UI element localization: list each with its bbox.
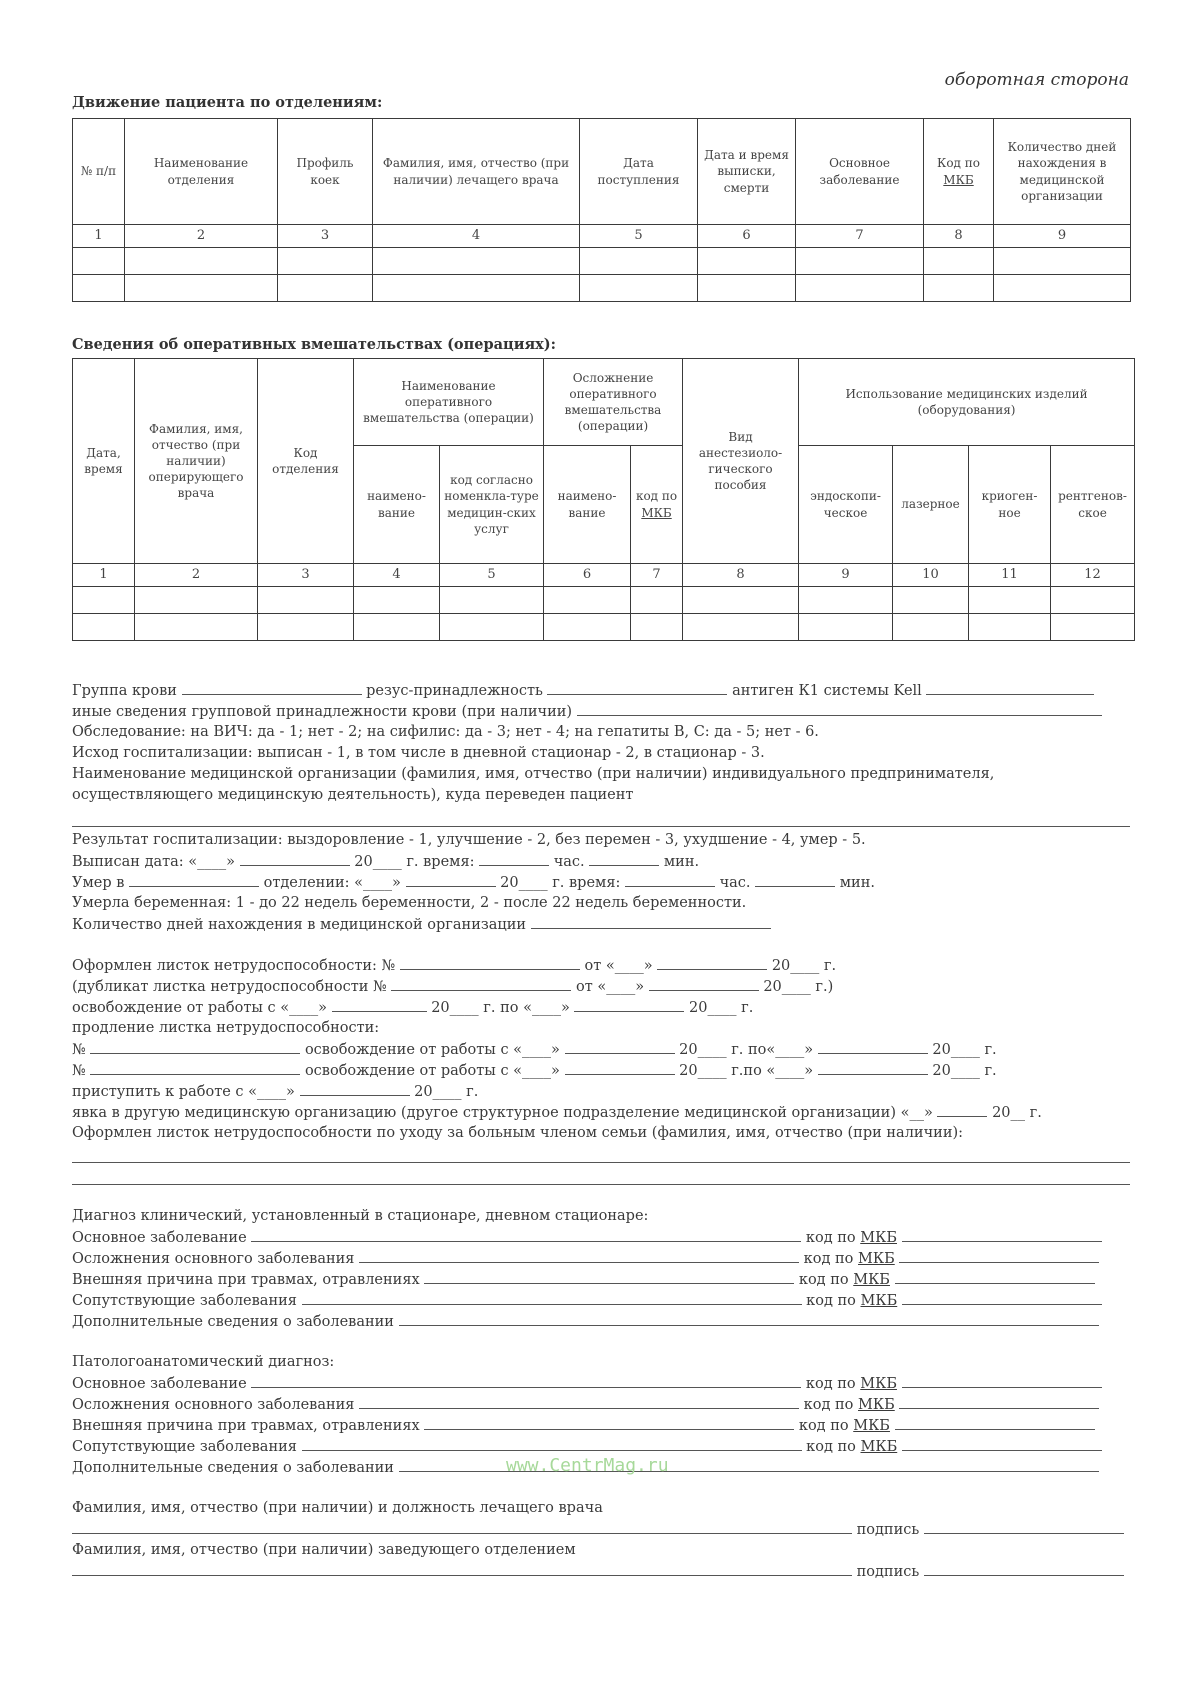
col-group-header: Наименование оперативного вмешательства (операции) xyxy=(354,359,544,446)
return-date-field[interactable] xyxy=(300,1081,410,1096)
year-label: 20____ xyxy=(689,1000,737,1016)
col-header: Дата и время выписки, смерти xyxy=(698,119,796,225)
empty-cell[interactable] xyxy=(125,275,278,302)
watermark: www.CentrMag.ru xyxy=(506,1455,669,1476)
empty-cell[interactable] xyxy=(631,587,683,614)
col-header: наимено-вание xyxy=(354,446,440,564)
release-label: освобождение от работы с «____» xyxy=(72,1000,327,1016)
col-number: 3 xyxy=(278,225,373,248)
hour-label: час. xyxy=(553,854,585,870)
discharged-month-field[interactable] xyxy=(240,851,350,866)
clinical-row-field[interactable] xyxy=(359,1248,799,1263)
from-label: от «____» xyxy=(584,958,653,974)
movement-table xyxy=(72,118,1131,302)
empty-cell[interactable] xyxy=(354,614,440,641)
year-label: 20____ xyxy=(679,1042,727,1058)
clinical-row-field[interactable] xyxy=(251,1227,801,1242)
g-label: г. xyxy=(823,958,837,974)
mkb-link: МКБ xyxy=(853,1272,890,1288)
return-to-work-line xyxy=(72,1081,1130,1103)
pathology-row-label: Основное заболевание xyxy=(72,1376,247,1392)
pathology-row-field[interactable] xyxy=(251,1373,801,1388)
movement-number-row xyxy=(73,225,1131,248)
pathology-row-field[interactable] xyxy=(359,1394,799,1409)
col-header: наимено-вание xyxy=(544,446,631,564)
clinical-row-label: Осложнения основного заболевания xyxy=(72,1251,355,1267)
release-label: освобождение от работы с «____» xyxy=(304,1063,560,1079)
year-label: 20____ xyxy=(771,958,820,974)
empty-cell[interactable] xyxy=(796,275,924,302)
empty-cell[interactable] xyxy=(580,275,698,302)
died-dept-label: отделении: «____» xyxy=(263,875,401,891)
operations-table xyxy=(72,358,1135,641)
code-label: код по xyxy=(805,1376,856,1392)
clinical-extra-row xyxy=(72,1311,1130,1333)
died-line xyxy=(72,872,1130,894)
col-number: 5 xyxy=(580,225,698,248)
code-label: код по xyxy=(806,1439,856,1455)
empty-cell[interactable] xyxy=(278,248,373,275)
mkb-link: МКБ xyxy=(860,1293,898,1309)
col-number: 1 xyxy=(73,225,125,248)
empty-cell[interactable] xyxy=(373,275,580,302)
head-line: Фамилия, имя, отчество (при наличии) заведующего отделением xyxy=(72,1542,576,1558)
empty-cell[interactable] xyxy=(135,614,258,641)
died-month-field[interactable] xyxy=(406,872,496,887)
rhesus-field[interactable] xyxy=(547,680,727,695)
empty-cell[interactable] xyxy=(278,275,373,302)
empty-cell[interactable] xyxy=(799,614,893,641)
empty-cell[interactable] xyxy=(994,248,1131,275)
empty-cell[interactable] xyxy=(125,248,278,275)
minute-field[interactable] xyxy=(755,872,835,887)
col-number: 6 xyxy=(698,225,796,248)
mkb-link: МКБ xyxy=(858,1251,895,1267)
col-number: 7 xyxy=(796,225,924,248)
operations-title: Сведения об оперативных вмешательствах (операциях): xyxy=(72,336,557,353)
time-label: г. время: xyxy=(406,854,475,870)
col-number: 4 xyxy=(354,564,440,587)
code-label: код по xyxy=(805,1230,856,1246)
extension-row-2 xyxy=(72,1060,1130,1082)
col-number: 1 xyxy=(73,564,135,587)
col-header: Наименование отделения xyxy=(125,119,278,225)
sick-leave-line xyxy=(72,955,1130,977)
visit-month-field[interactable] xyxy=(937,1102,987,1117)
col-number: 10 xyxy=(893,564,969,587)
empty-cell[interactable] xyxy=(73,614,135,641)
year-label: 20____ xyxy=(679,1063,727,1079)
clinical-title: Диагноз клинический, установленный в стационаре, дневном стационаре: xyxy=(72,1208,649,1224)
col-header: эндоскопи-ческое xyxy=(799,446,893,564)
hour-field[interactable] xyxy=(625,872,715,887)
clinical-row-field[interactable] xyxy=(424,1269,794,1284)
empty-cell[interactable] xyxy=(796,248,924,275)
col-number: 6 xyxy=(544,564,631,587)
clinical-row xyxy=(72,1269,1130,1291)
col-header: криоген-ное xyxy=(969,446,1051,564)
mkb-code-field[interactable] xyxy=(899,1248,1099,1263)
col-number: 4 xyxy=(373,225,580,248)
org-field[interactable] xyxy=(72,826,1130,827)
duplicate-number-field[interactable] xyxy=(391,976,571,991)
clinical-extra-label: Дополнительные сведения о заболевании xyxy=(72,1314,394,1330)
time-label: г. время: xyxy=(552,875,621,891)
table-row xyxy=(73,614,1135,641)
release-from-field[interactable] xyxy=(332,997,427,1012)
clinical-row-label: Внешняя причина при травмах, отравлениях xyxy=(72,1272,420,1288)
other-blood-field[interactable] xyxy=(577,701,1102,716)
col-header: рентгенов-ское xyxy=(1051,446,1135,564)
pathology-title: Патологоанатомический диагноз: xyxy=(72,1354,335,1370)
col-header: Количество дней нахождения в медицинской организации xyxy=(994,119,1131,225)
col-header: Профиль коек xyxy=(278,119,373,225)
org-line-1: Наименование медицинской организации (фамилия, имя, отчество (при наличии) индивидуального предпринимателя, xyxy=(72,766,995,782)
operations-number-row xyxy=(73,564,1135,587)
pathology-row xyxy=(72,1394,1130,1416)
blood-line xyxy=(72,680,1130,702)
mkb-code-field[interactable] xyxy=(902,1290,1102,1305)
mkb-code-field[interactable] xyxy=(902,1436,1102,1451)
col-header: Дата поступления xyxy=(580,119,698,225)
mkb-code-field[interactable] xyxy=(895,1269,1095,1284)
pathology-row xyxy=(72,1415,1130,1437)
empty-cell[interactable] xyxy=(354,587,440,614)
mkb-link: МКБ xyxy=(858,1397,895,1413)
mkb-link: МКБ xyxy=(641,505,672,520)
from-month-field[interactable] xyxy=(657,955,767,970)
mkb-link: МКБ xyxy=(860,1376,897,1392)
col-number: 12 xyxy=(1051,564,1135,587)
table-row xyxy=(73,275,1131,302)
pathology-row-field[interactable] xyxy=(424,1415,794,1430)
movement-title: Движение пациента по отделениям: xyxy=(72,94,383,111)
movement-header-row xyxy=(73,119,1131,225)
col-header: Фамилия, имя, отчество (при наличии) оперирующего врача xyxy=(135,359,258,564)
col-header: Дата, время xyxy=(73,359,135,564)
pathology-row-field[interactable] xyxy=(302,1436,802,1451)
empty-cell[interactable] xyxy=(893,587,969,614)
doctor-signature-field[interactable] xyxy=(924,1519,1124,1534)
col-header: Вид анестезиоло-гического пособия xyxy=(683,359,799,564)
care-field-2[interactable] xyxy=(72,1184,1130,1185)
release-to-field[interactable] xyxy=(818,1060,928,1075)
kell-label: антиген К1 системы Kell xyxy=(732,683,922,699)
code-label: код по xyxy=(798,1418,849,1434)
mkb-link: МКБ xyxy=(860,1230,897,1246)
hour-label: час. xyxy=(719,875,751,891)
col-number: 2 xyxy=(125,225,278,248)
doctor-signature-row xyxy=(72,1519,1130,1541)
empty-cell[interactable] xyxy=(258,614,354,641)
pathology-row-label: Сопутствующие заболевания xyxy=(72,1439,297,1455)
mkb-code-field[interactable] xyxy=(902,1373,1102,1388)
empty-cell[interactable] xyxy=(994,275,1131,302)
col-number: 9 xyxy=(994,225,1131,248)
minute-field[interactable] xyxy=(589,851,659,866)
table-row xyxy=(73,587,1135,614)
empty-cell[interactable] xyxy=(683,614,799,641)
signature-label: подпись xyxy=(856,1564,920,1580)
extension-number-field[interactable] xyxy=(90,1060,300,1075)
g-label: г. xyxy=(984,1042,997,1058)
release-line xyxy=(72,997,1130,1019)
col-header: Код отделения xyxy=(258,359,354,564)
minute-label: мин. xyxy=(839,875,875,891)
doctor-line: Фамилия, имя, отчество (при наличии) и должность лечащего врача xyxy=(72,1500,603,1516)
col-number: 8 xyxy=(683,564,799,587)
year-label: 20____ xyxy=(354,854,402,870)
outcome-line: Исход госпитализации: выписан - 1, в том числе в дневной стационар - 2, в стационар - 3. xyxy=(72,745,765,761)
year-label: 20____ xyxy=(500,875,548,891)
operations-header-row-1 xyxy=(73,359,1135,446)
clinical-row xyxy=(72,1227,1130,1249)
empty-cell[interactable] xyxy=(698,248,796,275)
col-number: 11 xyxy=(969,564,1051,587)
duplicate-label: (дубликат листка нетрудоспособности № xyxy=(72,979,387,995)
hour-field[interactable] xyxy=(479,851,549,866)
head-name-field[interactable] xyxy=(72,1561,852,1576)
minute-label: мин. xyxy=(663,854,700,870)
empty-cell[interactable] xyxy=(73,587,135,614)
release-to-label: г.по «____» xyxy=(731,1063,814,1079)
release-label: освобождение от работы с «____» xyxy=(304,1042,560,1058)
clinical-row xyxy=(72,1248,1130,1270)
clinical-row-field[interactable] xyxy=(302,1290,802,1305)
empty-cell[interactable] xyxy=(440,587,544,614)
year-label: 20____ xyxy=(414,1084,462,1100)
blood-group-label: Группа крови xyxy=(72,683,177,699)
from-label: от «____» xyxy=(575,979,645,995)
release-to-field[interactable] xyxy=(574,997,684,1012)
care-line: Оформлен листок нетрудоспособности по уходу за больным членом семьи (фамилия, имя, отчество (при наличии): xyxy=(72,1125,964,1141)
col-group-header: Осложнение оперативного вмешательства (операции) xyxy=(544,359,683,446)
visit-label: явка в другую медицинскую организацию (другое структурное подразделение медицинской организации) «__» xyxy=(72,1105,933,1121)
empty-cell[interactable] xyxy=(924,275,994,302)
release-to-label: г. по «____» xyxy=(483,1000,570,1016)
clinical-row xyxy=(72,1290,1130,1312)
pathology-extra-field[interactable] xyxy=(399,1457,1099,1472)
extension-row-1 xyxy=(72,1039,1130,1061)
year-label: 20____ xyxy=(431,1000,479,1016)
doctor-name-field[interactable] xyxy=(72,1519,852,1534)
empty-cell[interactable] xyxy=(73,248,125,275)
exam-line: Обследование: на ВИЧ: да - 1; нет - 2; на сифилис: да - 3; нет - 4; на гепатиты В, С: да - 5; нет - 6. xyxy=(72,724,819,740)
code-label: код по xyxy=(803,1397,854,1413)
clinical-row-label: Сопутствующие заболевания xyxy=(72,1293,297,1309)
empty-cell[interactable] xyxy=(924,248,994,275)
table-row xyxy=(73,248,1131,275)
code-label: код по xyxy=(803,1251,854,1267)
code-label: код по xyxy=(806,1293,856,1309)
empty-cell[interactable] xyxy=(440,614,544,641)
mkb-link: МКБ xyxy=(853,1418,890,1434)
year-label: 20____ xyxy=(932,1063,980,1079)
died-label: Умер в xyxy=(72,875,125,891)
extension-line: продление листка нетрудоспособности: xyxy=(72,1020,380,1036)
empty-cell[interactable] xyxy=(580,248,698,275)
discharged-line xyxy=(72,851,1130,873)
duplicate-line xyxy=(72,976,1130,998)
col-header: код согласно номенкла-туре медицин-ских услуг xyxy=(440,446,544,564)
empty-cell[interactable] xyxy=(373,248,580,275)
days-line xyxy=(72,914,1130,936)
mkb-code-field[interactable] xyxy=(899,1394,1099,1409)
empty-cell[interactable] xyxy=(1051,587,1135,614)
year-label: 20____ xyxy=(932,1042,980,1058)
col-header xyxy=(924,119,994,225)
kell-field[interactable] xyxy=(926,680,1094,695)
g-label: г. xyxy=(984,1063,997,1079)
mkb-link: МКБ xyxy=(943,172,974,187)
other-blood-line xyxy=(72,701,1130,723)
release-to-field[interactable] xyxy=(818,1039,928,1054)
number-label: № xyxy=(72,1042,86,1058)
result-line: Результат госпитализации: выздоровление - 1, улучшение - 2, без перемен - 3, ухудшение - 4, умер - 5. xyxy=(72,832,866,848)
code-label: код по xyxy=(798,1272,849,1288)
pathology-row xyxy=(72,1373,1130,1395)
pathology-extra-label: Дополнительные сведения о заболевании xyxy=(72,1460,394,1476)
col-header: лазерное xyxy=(893,446,969,564)
discharged-label: Выписан дата: «____» xyxy=(72,854,236,870)
died-dept-field[interactable] xyxy=(129,872,259,887)
sick-leave-label: Оформлен листок нетрудоспособности: № xyxy=(72,958,396,974)
blood-group-field[interactable] xyxy=(182,680,362,695)
col-number: 8 xyxy=(924,225,994,248)
col-header: № п/п xyxy=(73,119,125,225)
visit-year-label: 20__ г. xyxy=(992,1105,1042,1121)
from-month-field[interactable] xyxy=(649,976,759,991)
empty-cell[interactable] xyxy=(258,587,354,614)
col-number: 7 xyxy=(631,564,683,587)
empty-cell[interactable] xyxy=(799,587,893,614)
head-signature-field[interactable] xyxy=(924,1561,1124,1576)
col-header: Фамилия, имя, отчество (при наличии) лечащего врача xyxy=(373,119,580,225)
g-label: г. xyxy=(466,1084,479,1100)
col-number: 9 xyxy=(799,564,893,587)
head-signature-row xyxy=(72,1561,1130,1583)
days-field[interactable] xyxy=(531,914,771,929)
empty-cell[interactable] xyxy=(969,587,1051,614)
empty-cell[interactable] xyxy=(893,614,969,641)
mkb-code-field[interactable] xyxy=(895,1415,1095,1430)
signature-label: подпись xyxy=(856,1522,920,1538)
g-label: г.) xyxy=(815,979,834,995)
g-label: г. xyxy=(741,1000,754,1016)
empty-cell[interactable] xyxy=(698,275,796,302)
extension-number-field[interactable] xyxy=(90,1039,300,1054)
empty-cell[interactable] xyxy=(73,275,125,302)
clinical-row-label: Основное заболевание xyxy=(72,1230,247,1246)
sick-leave-number-field[interactable] xyxy=(400,955,580,970)
code-label: Код по xyxy=(937,156,980,171)
clinical-extra-field[interactable] xyxy=(399,1311,1099,1326)
visit-line xyxy=(72,1102,1130,1124)
col-group-header: Использование медицинских изделий (оборудования) xyxy=(799,359,1135,446)
empty-cell[interactable] xyxy=(631,614,683,641)
col-number: 5 xyxy=(440,564,544,587)
release-from-field[interactable] xyxy=(565,1039,675,1054)
mkb-code-field[interactable] xyxy=(902,1227,1102,1242)
empty-cell[interactable] xyxy=(683,587,799,614)
rhesus-label: резус-принадлежность xyxy=(366,683,543,699)
col-header: Основное заболевание xyxy=(796,119,924,225)
mkb-link: МКБ xyxy=(860,1439,898,1455)
pregnant-line: Умерла беременная: 1 - до 22 недель беременности, 2 - после 22 недель беременности. xyxy=(72,895,747,911)
release-to-label: г. по«____» xyxy=(731,1042,814,1058)
other-blood-label: иные сведения групповой принадлежности крови (при наличии) xyxy=(72,704,573,720)
return-to-work-label: приступить к работе с «____» xyxy=(72,1084,295,1100)
empty-cell[interactable] xyxy=(544,614,631,641)
days-label: Количество дней нахождения в медицинской организации xyxy=(72,917,527,933)
col-number: 3 xyxy=(258,564,354,587)
reverse-side-label: оборотная сторона xyxy=(944,70,1129,90)
org-line-2: осуществляющего медицинскую деятельность), куда переведен пациент xyxy=(72,787,634,803)
col-header xyxy=(631,446,683,564)
empty-cell[interactable] xyxy=(135,587,258,614)
empty-cell[interactable] xyxy=(969,614,1051,641)
pathology-row-label: Внешняя причина при травмах, отравлениях xyxy=(72,1418,420,1434)
code-label: код по xyxy=(635,489,678,504)
empty-cell[interactable] xyxy=(544,587,631,614)
care-field-1[interactable] xyxy=(72,1162,1130,1163)
pathology-row-label: Осложнения основного заболевания xyxy=(72,1397,355,1413)
release-from-field[interactable] xyxy=(565,1060,675,1075)
year-label: 20____ xyxy=(763,979,811,995)
number-label: № xyxy=(72,1063,86,1079)
empty-cell[interactable] xyxy=(1051,614,1135,641)
col-number: 2 xyxy=(135,564,258,587)
